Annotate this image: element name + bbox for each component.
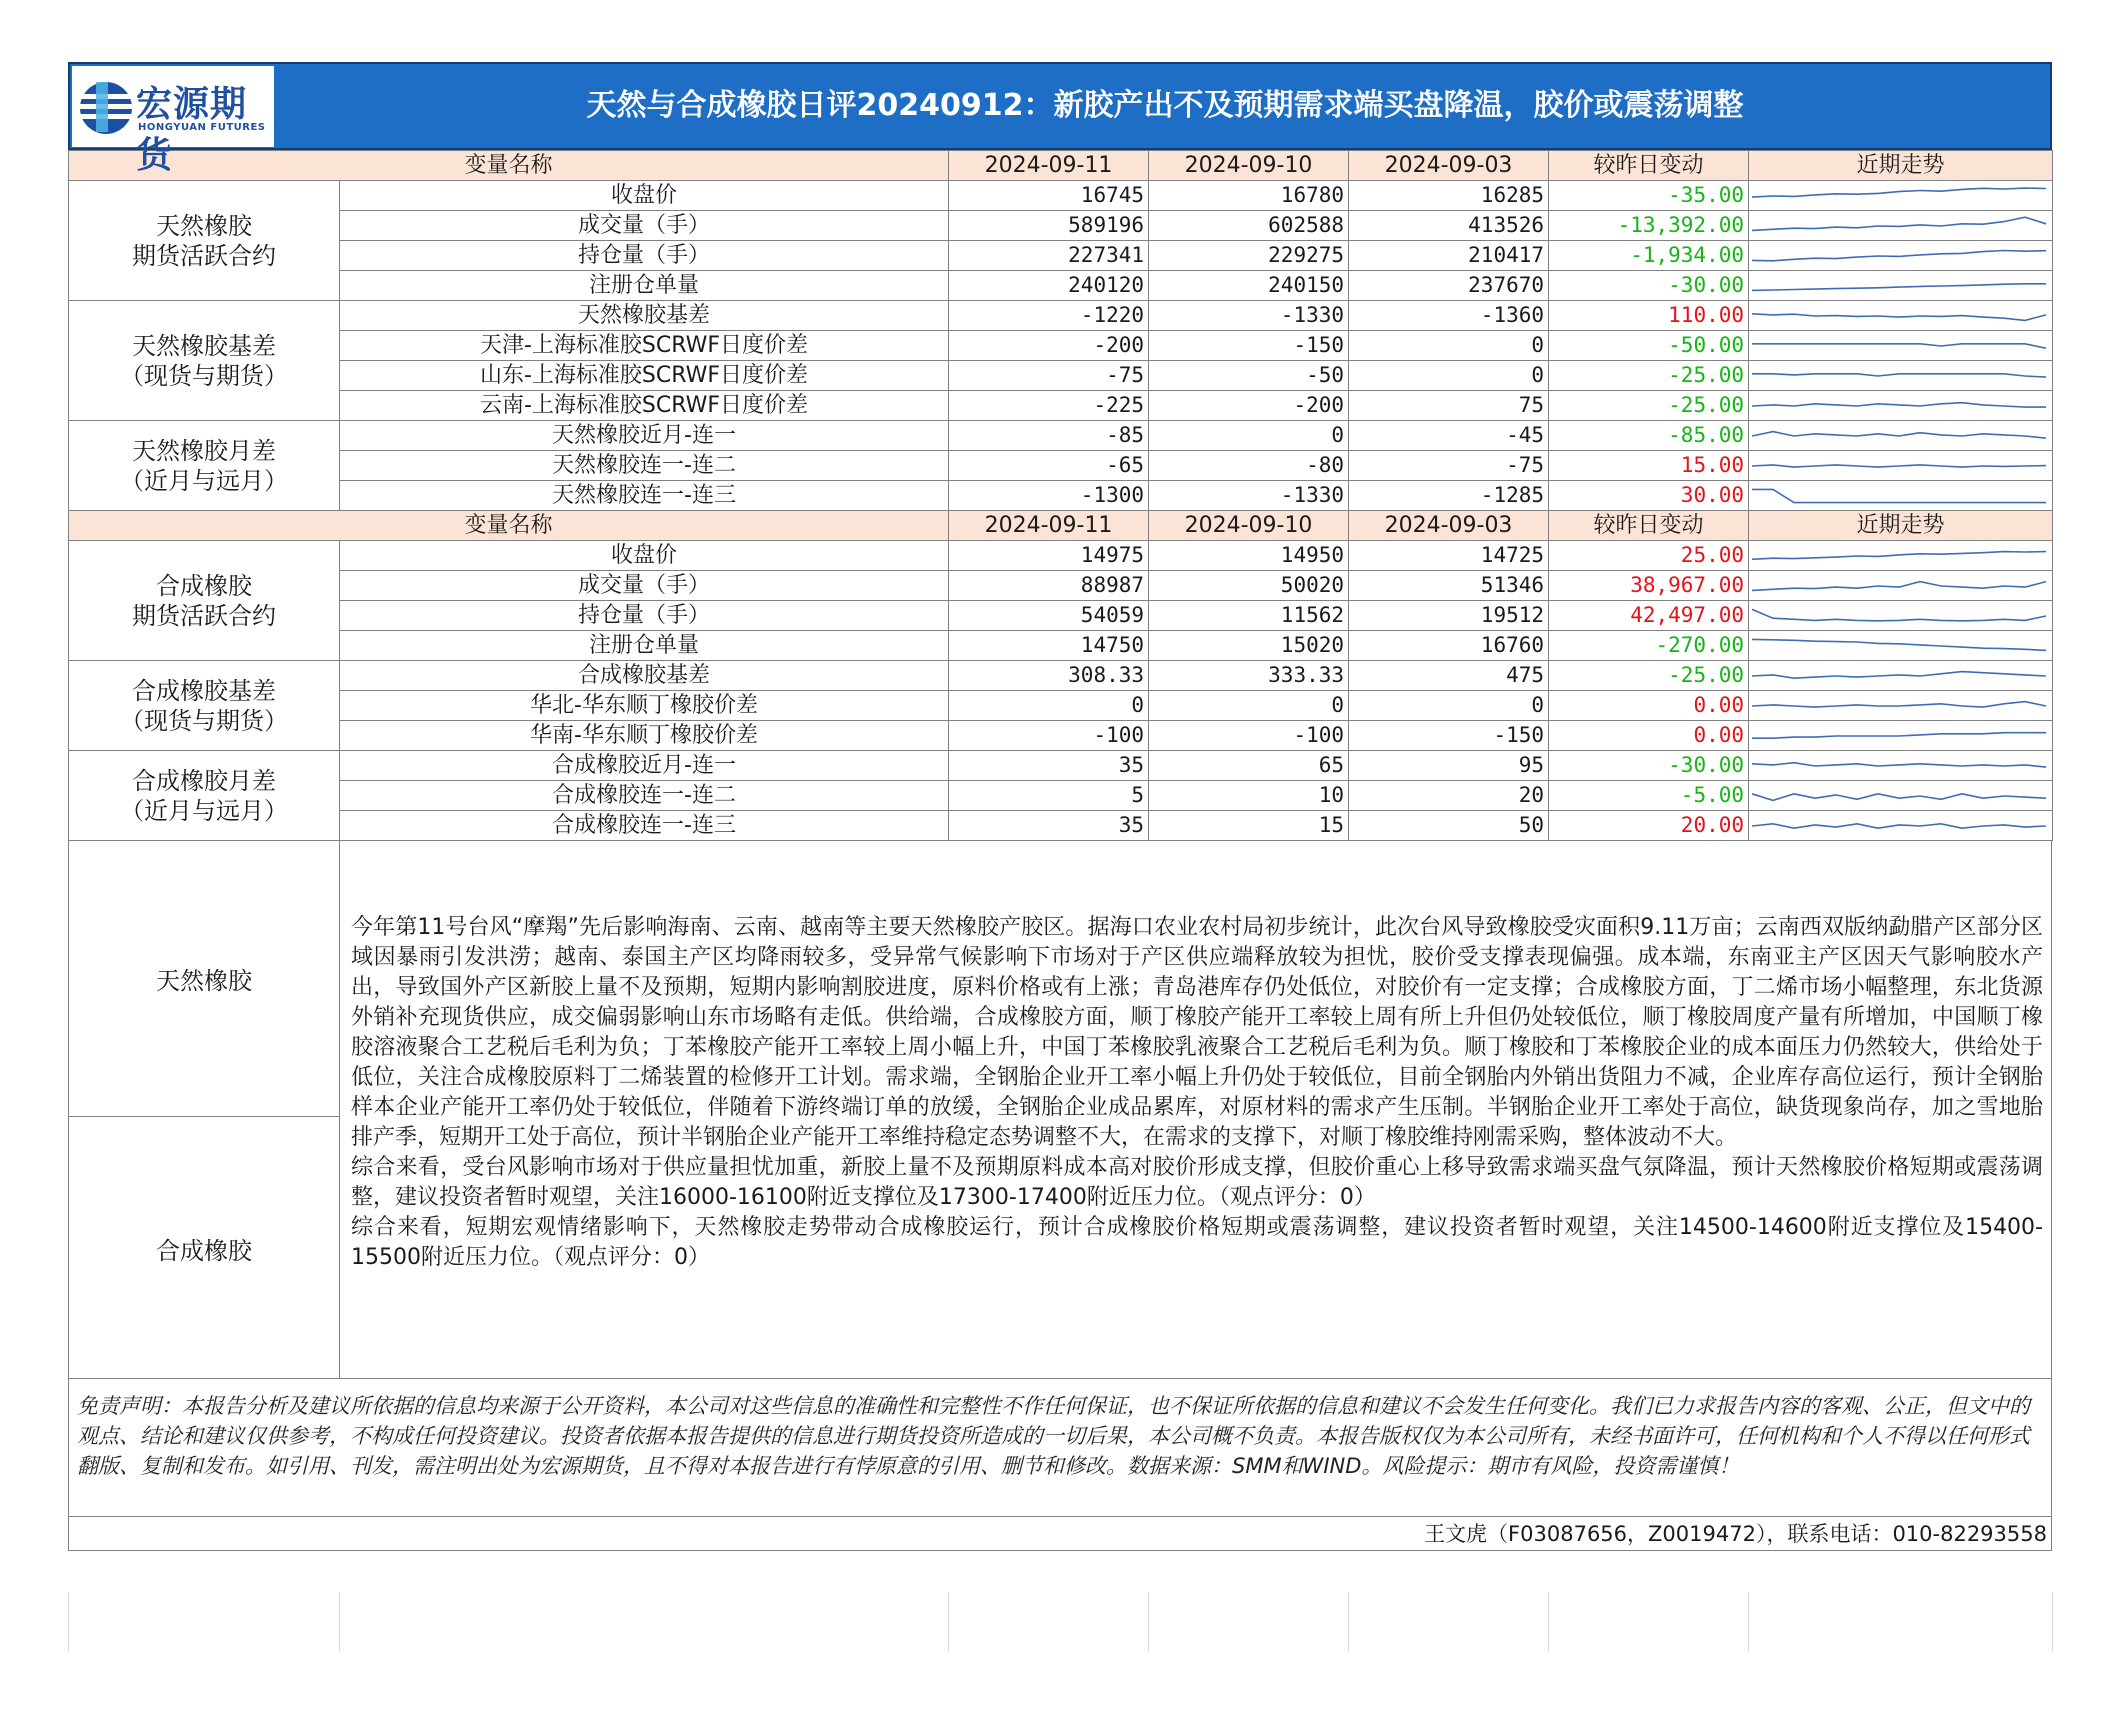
- change-cell: -1,934.00: [1549, 241, 1749, 271]
- trend-sparkline: [1749, 452, 2049, 480]
- value-cell: -80: [1149, 451, 1349, 481]
- sparkline-series: [1752, 188, 2046, 197]
- value-cell: -1220: [949, 301, 1149, 331]
- value-cell: -1300: [949, 481, 1149, 511]
- sparkline-series: [1752, 732, 2046, 738]
- change-cell: 30.00: [1549, 481, 1749, 511]
- trend-cell: [1749, 181, 2053, 211]
- analyst-contact: 王文虎（F03087656，Z0019472），联系电话：010-82293558: [68, 1517, 2052, 1551]
- sparkline-series: [1752, 609, 2046, 620]
- sparkline-series: [1752, 217, 2046, 230]
- table-row: [69, 271, 2053, 301]
- sparkline-series: [1752, 793, 2046, 800]
- value-cell: -85: [949, 421, 1149, 451]
- indicator-name: 收盘价: [340, 541, 949, 571]
- change-cell: -13,392.00: [1549, 211, 1749, 241]
- trend-sparkline: [1749, 632, 2049, 660]
- trend-cell: [1749, 451, 2053, 481]
- value-cell: 237670: [1349, 271, 1549, 301]
- value-cell: 16760: [1349, 631, 1549, 661]
- sparkline-series: [1752, 283, 2046, 290]
- indicator-name: 成交量（手）: [340, 571, 949, 601]
- sparkline-series: [1752, 402, 2046, 406]
- value-cell: 16285: [1349, 181, 1549, 211]
- trend-cell: [1749, 811, 2053, 841]
- value-cell: -1285: [1349, 481, 1549, 511]
- trend-sparkline: [1749, 392, 2049, 420]
- indicator-name: 山东-上海标准胶SCRWF日度价差: [340, 361, 949, 391]
- group-label-line: 天然橡胶基差: [132, 331, 276, 360]
- indicator-name: 收盘价: [340, 181, 949, 211]
- value-cell: 0: [949, 691, 1149, 721]
- sparkline-series: [1752, 762, 2046, 766]
- value-cell: 16745: [949, 181, 1149, 211]
- empty-grid-area: [68, 1592, 2052, 1652]
- value-cell: 475: [1349, 661, 1549, 691]
- group-label-line: （现货与期货）: [120, 706, 288, 735]
- column-header: 2024-09-03: [1349, 151, 1549, 181]
- value-cell: -1360: [1349, 301, 1549, 331]
- trend-sparkline: [1749, 812, 2049, 840]
- sparkline-series: [1752, 464, 2046, 466]
- table-row: [69, 571, 2053, 601]
- value-cell: 229275: [1149, 241, 1349, 271]
- value-cell: -1330: [1149, 481, 1349, 511]
- group-label: [69, 301, 340, 421]
- table-row: [69, 241, 2053, 271]
- trend-cell: [1749, 421, 2053, 451]
- trend-sparkline: [1749, 182, 2049, 210]
- value-cell: -225: [949, 391, 1149, 421]
- value-cell: 50: [1349, 811, 1549, 841]
- column-header: 2024-09-10: [1149, 151, 1349, 181]
- trend-cell: [1749, 331, 2053, 361]
- group-label-line: 合成橡胶月差: [132, 766, 276, 795]
- value-cell: -45: [1349, 421, 1549, 451]
- trend-cell: [1749, 721, 2053, 751]
- value-cell: 0: [1349, 691, 1549, 721]
- group-label-line: 期货活跃合约: [132, 241, 276, 270]
- trend-cell: [1749, 481, 2053, 511]
- group-label-line: 合成橡胶: [156, 571, 252, 600]
- trend-cell: [1749, 661, 2053, 691]
- trend-sparkline: [1749, 542, 2049, 570]
- group-label: [69, 181, 340, 301]
- indicator-name: 天然橡胶连一-连三: [340, 481, 949, 511]
- table-row: [69, 781, 2053, 811]
- change-cell: -25.00: [1549, 361, 1749, 391]
- value-cell: -200: [949, 331, 1149, 361]
- change-cell: -25.00: [1549, 661, 1749, 691]
- group-label-line: 期货活跃合约: [132, 601, 276, 630]
- change-cell: -25.00: [1549, 391, 1749, 421]
- value-cell: 0: [1349, 361, 1549, 391]
- commentary-paragraph: 综合来看，受台风影响市场对于供应量担忧加重，新胶上量不及预期原料成本高对胶价形成支撑，但胶价重心上移导致需求端买盘气氛降温，预计天然橡胶价格短期或震荡调整，建议投资者暂时观望，关注16000-16100附近支撑位及17300-17400附近压力位。（观点评分：0）: [351, 1155, 2043, 1210]
- value-cell: 14975: [949, 541, 1149, 571]
- change-cell: -35.00: [1549, 181, 1749, 211]
- value-cell: 15: [1149, 811, 1349, 841]
- trend-cell: [1749, 241, 2053, 271]
- value-cell: 15020: [1149, 631, 1349, 661]
- indicator-name: 注册仓单量: [340, 271, 949, 301]
- sparkline-series: [1752, 431, 2046, 438]
- sparkline-series: [1752, 551, 2046, 559]
- value-cell: 333.33: [1149, 661, 1349, 691]
- table-row: [69, 301, 2053, 331]
- commentary-paragraph: 综合来看，短期宏观情绪影响下，天然橡胶走势带动合成橡胶运行，预计合成橡胶价格短期或震荡调整，建议投资者暂时观望，关注14500-14600附近支撑位及15400-15500附近压力位。（观点评分：0）: [351, 1215, 2043, 1270]
- change-cell: 42,497.00: [1549, 601, 1749, 631]
- column-header: 2024-09-03: [1349, 511, 1549, 541]
- value-cell: 0: [1149, 691, 1349, 721]
- trend-cell: [1749, 781, 2053, 811]
- value-cell: 19512: [1349, 601, 1549, 631]
- table-row: [69, 601, 2053, 631]
- indicator-name: 注册仓单量: [340, 631, 949, 661]
- table-row: [69, 181, 2053, 211]
- trend-sparkline: [1749, 332, 2049, 360]
- change-cell: -30.00: [1549, 751, 1749, 781]
- value-cell: 602588: [1149, 211, 1349, 241]
- table-row: [69, 721, 2053, 751]
- synthetic-rubber-section: [69, 511, 2053, 841]
- value-cell: 308.33: [949, 661, 1149, 691]
- column-header: 较昨日变动: [1549, 151, 1749, 181]
- column-header-row: [69, 151, 2053, 181]
- table-row: [69, 481, 2053, 511]
- table-row: [69, 361, 2053, 391]
- trend-sparkline: [1749, 242, 2049, 270]
- value-cell: 65: [1149, 751, 1349, 781]
- sparkline-series: [1752, 581, 2046, 590]
- value-cell: 35: [949, 811, 1149, 841]
- sparkline-series: [1752, 313, 2046, 320]
- indicator-name: 华南-华东顺丁橡胶价差: [340, 721, 949, 751]
- trend-cell: [1749, 571, 2053, 601]
- change-cell: 38,967.00: [1549, 571, 1749, 601]
- value-cell: 11562: [1149, 601, 1349, 631]
- change-cell: 15.00: [1549, 451, 1749, 481]
- table-row: [69, 451, 2053, 481]
- indicator-name: 华北-华东顺丁橡胶价差: [340, 691, 949, 721]
- indicator-name: 合成橡胶连一-连三: [340, 811, 949, 841]
- report-title: 天然与合成橡胶日评20240912：新胶产出不及预期需求端买盘降温，胶价或震荡调整: [586, 88, 1744, 123]
- table-row: [69, 751, 2053, 781]
- change-cell: -270.00: [1549, 631, 1749, 661]
- value-cell: 0: [1349, 331, 1549, 361]
- sparkline-series: [1752, 373, 2046, 376]
- indicator-name: 天然橡胶基差: [340, 301, 949, 331]
- indicator-name: 合成橡胶连一-连二: [340, 781, 949, 811]
- trend-cell: [1749, 601, 2053, 631]
- commentary-label-synthetic: 合成橡胶: [69, 1117, 340, 1379]
- indicator-name: 成交量（手）: [340, 211, 949, 241]
- sparkline-series: [1752, 823, 2046, 827]
- value-cell: 54059: [949, 601, 1149, 631]
- change-cell: -30.00: [1549, 271, 1749, 301]
- sparkline-series: [1752, 701, 2046, 707]
- column-header: 近期走势: [1749, 151, 2053, 181]
- trend-sparkline: [1749, 572, 2049, 600]
- trend-cell: [1749, 391, 2053, 421]
- indicator-name: 天津-上海标准胶SCRWF日度价差: [340, 331, 949, 361]
- column-header: 近期走势: [1749, 511, 2053, 541]
- value-cell: 50020: [1149, 571, 1349, 601]
- group-label: [69, 751, 340, 841]
- column-header-row: [69, 511, 2053, 541]
- column-header: 变量名称: [69, 151, 949, 181]
- disclaimer: 免责声明：本报告分析及建议所依据的信息均来源于公开资料，本公司对这些信息的准确性和完整性不作任何保证，也不保证所依据的信息和建议不会发生任何变化。我们已力求报告内容的客观、公正，但文中的观点、结论和建议仅供参考，不构成任何投资建议。投资者依据本报告提供的信息进行期货投资所造成的一切后果，本公司概不负责。本报告版权仅为本公司所有，未经书面许可，任何机构和个人不得以任何形式翻版、复制和发布。如引用、刊发，需注明出处为宏源期货，且不得对本报告进行有悖原意的引用、删节和修改。数据来源：SMM和WIND。风险提示：期市有风险，投资需谨慎！: [68, 1379, 2052, 1517]
- value-cell: 589196: [949, 211, 1149, 241]
- value-cell: 240150: [1149, 271, 1349, 301]
- table-row: [69, 421, 2053, 451]
- logo-text-en: HONGYUAN FUTURES: [138, 122, 266, 133]
- value-cell: -100: [949, 721, 1149, 751]
- indicator-name: 天然橡胶连一-连二: [340, 451, 949, 481]
- value-cell: 51346: [1349, 571, 1549, 601]
- group-label-line: （近月与远月）: [120, 466, 288, 495]
- table-row: [69, 631, 2053, 661]
- value-cell: -100: [1149, 721, 1349, 751]
- value-cell: 0: [1149, 421, 1349, 451]
- sparkline-series: [1752, 639, 2046, 650]
- column-header: 2024-09-11: [949, 151, 1149, 181]
- change-cell: 20.00: [1549, 811, 1749, 841]
- table-row: [69, 661, 2053, 691]
- change-cell: 0.00: [1549, 721, 1749, 751]
- indicator-name: 天然橡胶近月-连一: [340, 421, 949, 451]
- column-header: 2024-09-11: [949, 511, 1149, 541]
- trend-cell: [1749, 361, 2053, 391]
- column-header: 变量名称: [69, 511, 949, 541]
- group-label: [69, 541, 340, 661]
- table-row: [69, 391, 2053, 421]
- value-cell: 5: [949, 781, 1149, 811]
- natural-rubber-section: [69, 151, 2053, 511]
- column-header: 2024-09-10: [1149, 511, 1349, 541]
- group-label-line: 天然橡胶月差: [132, 436, 276, 465]
- sparkline-series: [1752, 671, 2046, 678]
- trend-sparkline: [1749, 272, 2049, 300]
- group-label-line: 合成橡胶基差: [132, 676, 276, 705]
- value-cell: 95: [1349, 751, 1549, 781]
- value-cell: 10: [1149, 781, 1349, 811]
- group-label: [69, 421, 340, 511]
- commentary-label-natural: 天然橡胶: [69, 841, 340, 1117]
- value-cell: 14725: [1349, 541, 1549, 571]
- value-cell: -1330: [1149, 301, 1349, 331]
- commentary-text: [351, 913, 2043, 1273]
- table-row: [69, 691, 2053, 721]
- value-cell: 14950: [1149, 541, 1349, 571]
- value-cell: -65: [949, 451, 1149, 481]
- sparkline-series: [1752, 343, 2046, 347]
- indicator-name: 持仓量（手）: [340, 601, 949, 631]
- change-cell: 0.00: [1549, 691, 1749, 721]
- trend-cell: [1749, 541, 2053, 571]
- trend-cell: [1749, 631, 2053, 661]
- trend-sparkline: [1749, 212, 2049, 240]
- trend-sparkline: [1749, 782, 2049, 810]
- value-cell: -150: [1149, 331, 1349, 361]
- trend-cell: [1749, 691, 2053, 721]
- trend-cell: [1749, 271, 2053, 301]
- trend-cell: [1749, 751, 2053, 781]
- trend-sparkline: [1749, 482, 2049, 510]
- sparkline-series: [1752, 489, 2046, 502]
- data-table: [68, 150, 2053, 841]
- value-cell: 227341: [949, 241, 1149, 271]
- trend-sparkline: [1749, 752, 2049, 780]
- value-cell: -75: [1349, 451, 1549, 481]
- trend-cell: [1749, 301, 2053, 331]
- change-cell: -50.00: [1549, 331, 1749, 361]
- table-row: [69, 541, 2053, 571]
- table-row: [69, 331, 2053, 361]
- logo-text-cn: 宏源期货: [136, 84, 248, 176]
- value-cell: -150: [1349, 721, 1549, 751]
- value-cell: 14750: [949, 631, 1149, 661]
- trend-cell: [1749, 211, 2053, 241]
- company-logo: [72, 66, 274, 176]
- trend-sparkline: [1749, 662, 2049, 690]
- trend-sparkline: [1749, 362, 2049, 390]
- group-label: [69, 661, 340, 751]
- indicator-name: 合成橡胶基差: [340, 661, 949, 691]
- report-sheet: [68, 62, 2052, 1551]
- sparkline-series: [1752, 250, 2046, 260]
- group-label-line: （近月与远月）: [120, 796, 288, 825]
- trend-sparkline: [1749, 602, 2049, 630]
- trend-sparkline: [1749, 692, 2049, 720]
- indicator-name: 合成橡胶近月-连一: [340, 751, 949, 781]
- trend-sparkline: [1749, 302, 2049, 330]
- value-cell: 210417: [1349, 241, 1549, 271]
- commentary-block: [68, 841, 2052, 1379]
- value-cell: 413526: [1349, 211, 1549, 241]
- value-cell: 240120: [949, 271, 1149, 301]
- change-cell: -5.00: [1549, 781, 1749, 811]
- value-cell: 16780: [1149, 181, 1349, 211]
- logo-emblem-icon: [78, 72, 134, 142]
- change-cell: -85.00: [1549, 421, 1749, 451]
- indicator-name: 持仓量（手）: [340, 241, 949, 271]
- table-row: [69, 211, 2053, 241]
- table-row: [69, 811, 2053, 841]
- value-cell: -50: [1149, 361, 1349, 391]
- value-cell: -75: [949, 361, 1149, 391]
- column-header: 较昨日变动: [1549, 511, 1749, 541]
- trend-sparkline: [1749, 422, 2049, 450]
- indicator-name: 云南-上海标准胶SCRWF日度价差: [340, 391, 949, 421]
- trend-sparkline: [1749, 722, 2049, 750]
- value-cell: 35: [949, 751, 1149, 781]
- value-cell: 20: [1349, 781, 1549, 811]
- change-cell: 110.00: [1549, 301, 1749, 331]
- value-cell: 88987: [949, 571, 1149, 601]
- group-label-line: （现货与期货）: [120, 361, 288, 390]
- value-cell: -200: [1149, 391, 1349, 421]
- change-cell: 25.00: [1549, 541, 1749, 571]
- group-label-line: 天然橡胶: [156, 211, 252, 240]
- value-cell: 75: [1349, 391, 1549, 421]
- commentary-paragraph: 今年第11号台风“摩羯”先后影响海南、云南、越南等主要天然橡胶产胶区。据海口农业农村局初步统计，此次台风导致橡胶受灾面积9.11万亩；云南西双版纳勐腊产区部分区域因暴雨引发洪涝；越南、泰国主产区均降雨较多，受异常气候影响下市场对于产区供应端释放较为担忧，胶价受支撑表现偏强。成本端，东南亚主产区因天气影响胶水产出，导致国外产区新胶上量不及预期，短期内影响割胶进度，原料价格或有上涨；青岛港库存仍处低位，对胶价有一定支撑；合成橡胶方面，丁二烯市场小幅整理，东北货源外销补充现货供应，成交偏弱影响山东市场略有走低。供给端，合成橡胶方面，顺丁橡胶产能开工率较上周有所上升但仍处较低位，顺丁橡胶周度产量有所增加，中国顺丁橡胶溶液聚合工艺税后毛利为负；丁苯橡胶产能开工率较上周小幅上升，中国丁苯橡胶乳液聚合工艺税后毛利为负。顺丁橡胶和丁苯橡胶企业的成本面压力仍然较大，供给处于低位，关注合成橡胶原料丁二烯装置的检修开工计划。需求端，全钢胎企业开工率小幅上升仍处于较低位，目前全钢胎内外销出货阻力不减，企业库存高位运行，预计全钢胎样本企业产能开工率仍处于较低位，伴随着下游终端订单的放缓，全钢胎企业成品累库，对原材料的需求产生压制。半钢胎企业开工率处于高位，缺货现象尚存，加之雪地胎排产季，短期开工处于高位，预计半钢胎企业产能开工率维持稳定态势调整不大，在需求的支撑下，对顺丁橡胶维持刚需采购，整体波动不大。: [351, 915, 2043, 1150]
